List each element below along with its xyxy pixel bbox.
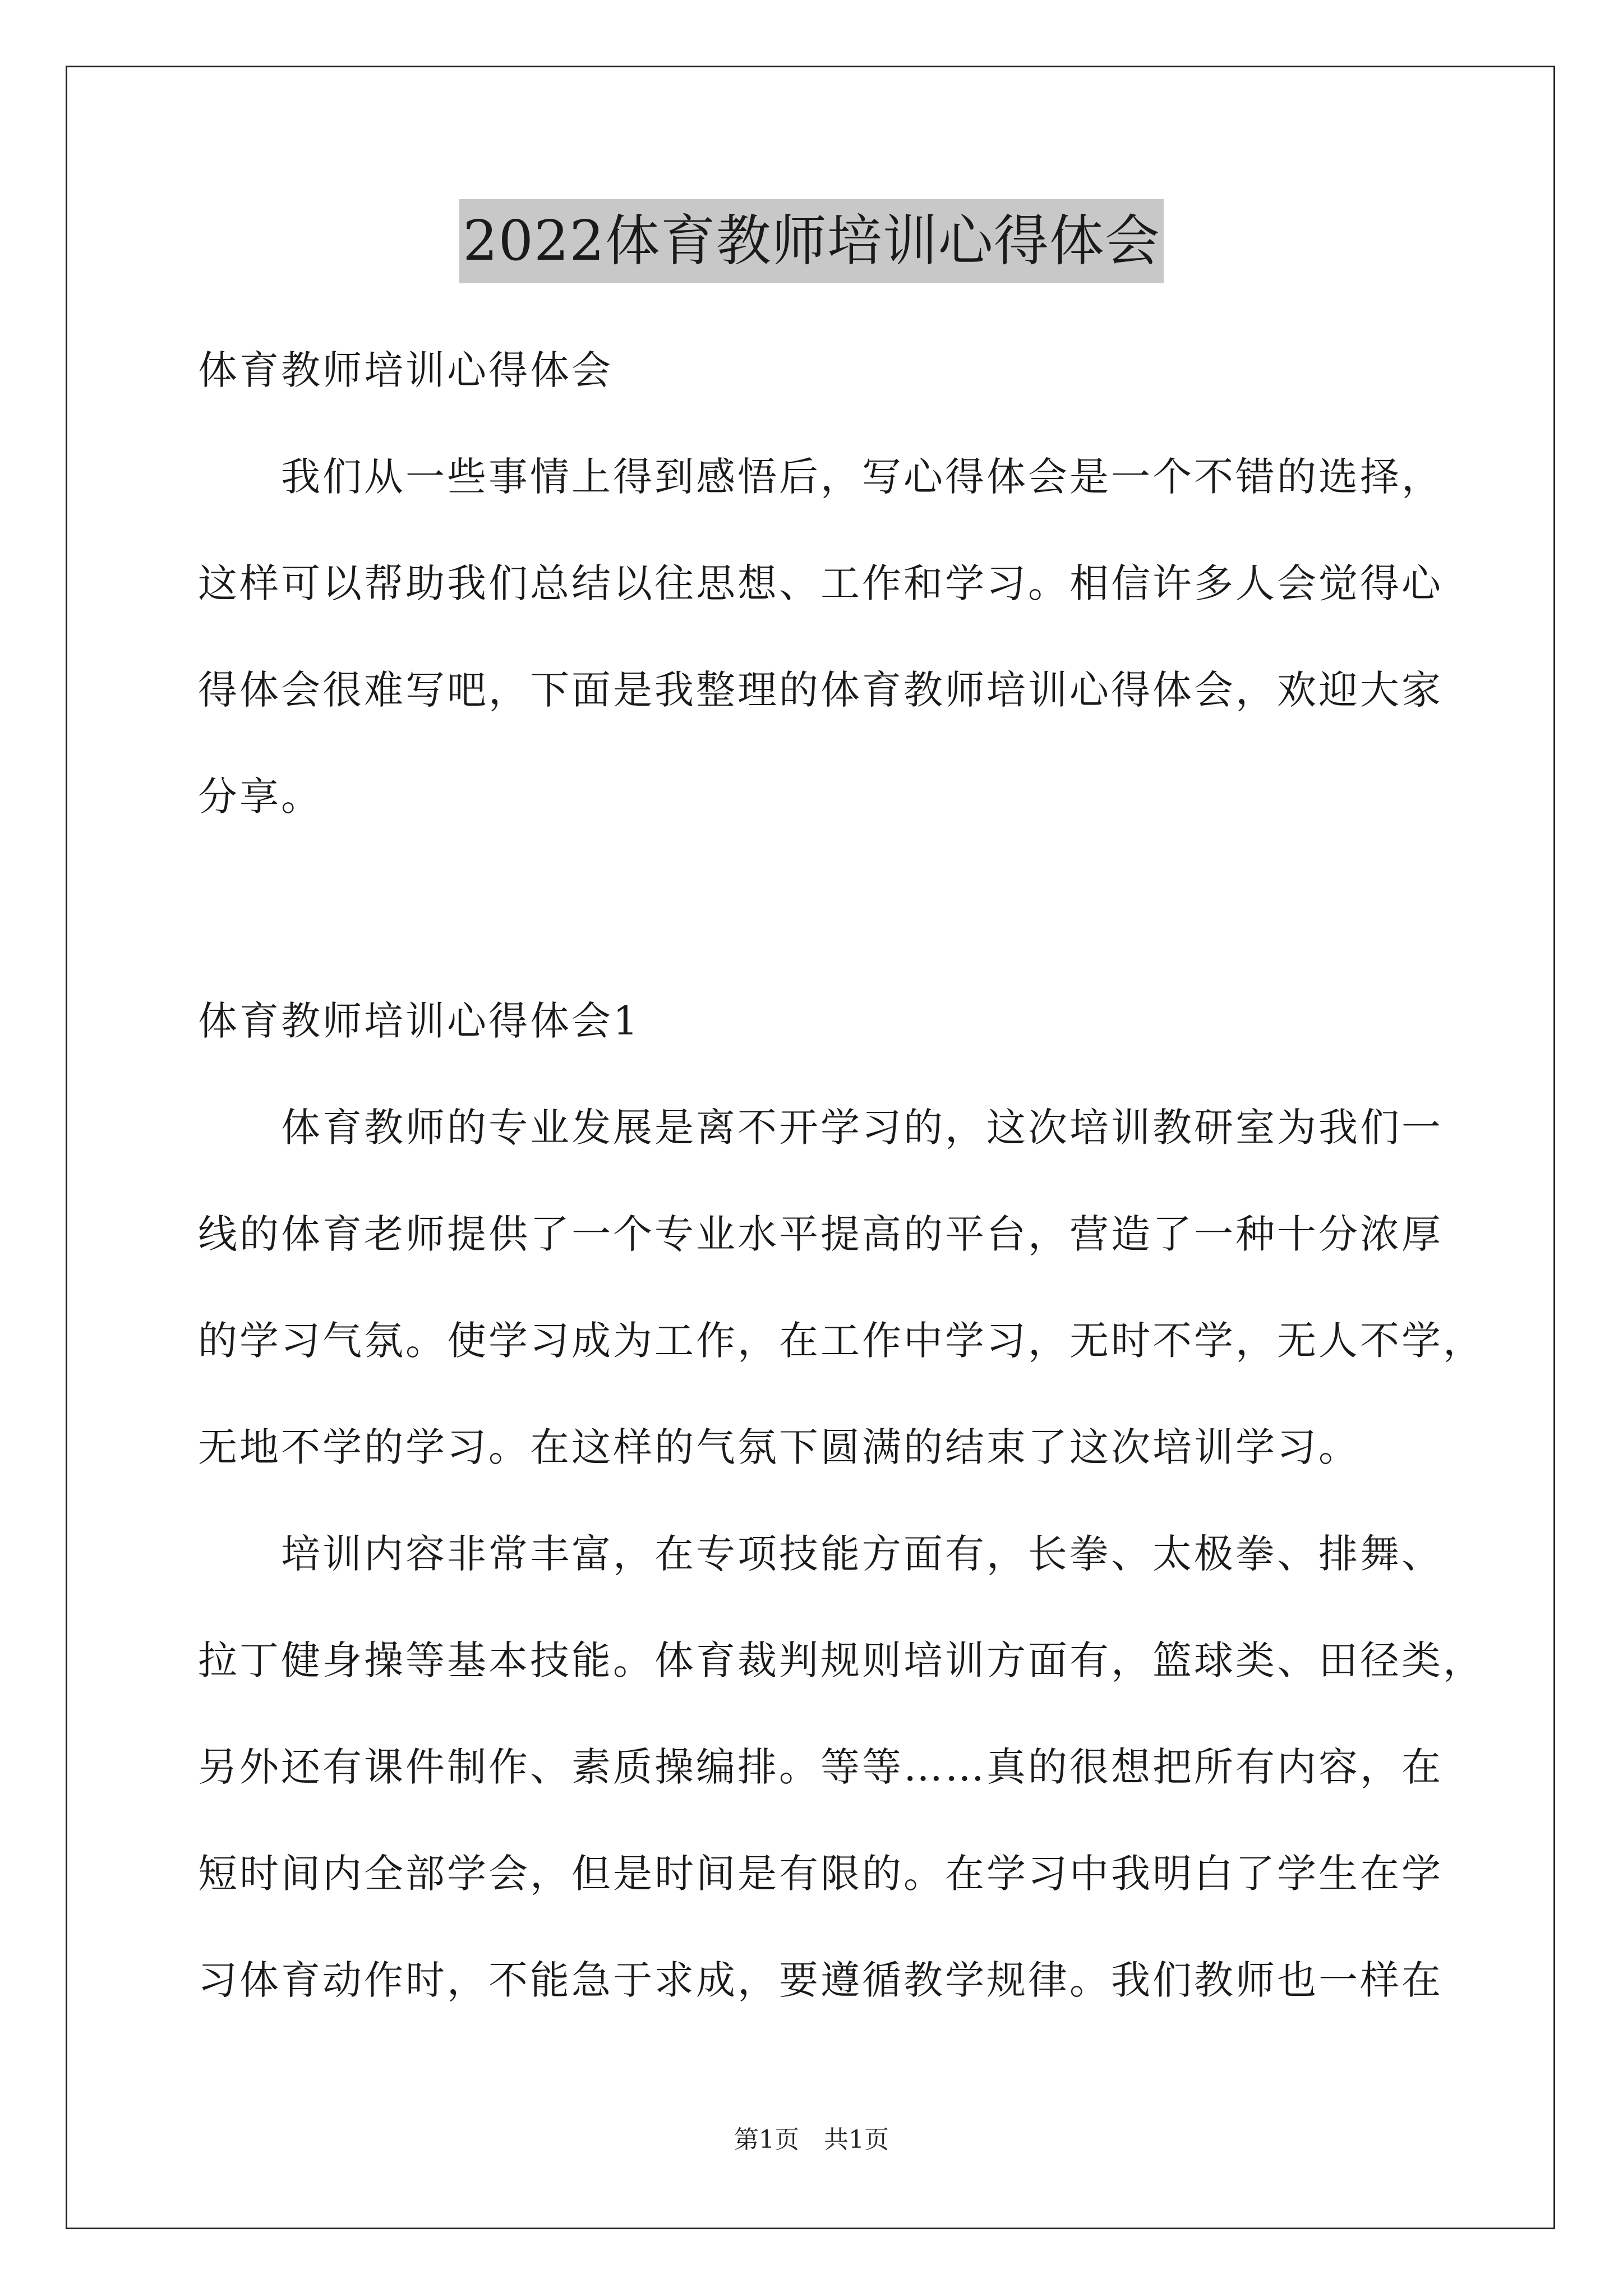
- paragraph-line: 习体育动作时，不能急于求成，要遵循教学规律。我们教师也一样在: [198, 1957, 1443, 2003]
- paragraph-line: 分享。: [198, 774, 322, 820]
- paragraph-line: 培训内容非常丰富，在专项技能方面有，长拳、太极拳、排舞、: [198, 1531, 1443, 1577]
- paragraph-line: 另外还有课件制作、素质操编排。等等……真的很想把所有内容，在: [198, 1744, 1443, 1790]
- title-container: [0, 199, 1623, 283]
- paragraph-line: 短时间内全部学会，但是时间是有限的。在学习中我明白了学生在学: [198, 1851, 1443, 1897]
- paragraph-line: 线的体育老师提供了一个专业水平提高的平台，营造了一种十分浓厚: [198, 1211, 1443, 1257]
- document-title: 2022体育教师培训心得体会: [459, 199, 1163, 283]
- section-heading-intro: 体育教师培训心得体会: [198, 347, 613, 393]
- paragraph-line: 这样可以帮助我们总结以往思想、工作和学习。相信许多人会觉得心: [198, 560, 1443, 606]
- paragraph-line: 得体会很难写吧，下面是我整理的体育教师培训心得体会，欢迎大家: [198, 667, 1443, 713]
- paragraph-line: 体育教师的专业发展是离不开学习的，这次培训教研室为我们一: [198, 1105, 1443, 1151]
- page-number-footer: 第1页 共1页: [734, 2125, 889, 2154]
- paragraph-line: 的学习气氛。使学习成为工作，在工作中学习，无时不学，无人不学，: [198, 1318, 1484, 1364]
- paragraph-line: 拉丁健身操等基本技能。体育裁判规则培训方面有，篮球类、田径类，: [198, 1637, 1484, 1683]
- paragraph-line: 我们从一些事情上得到感悟后，写心得体会是一个不错的选择，: [198, 454, 1443, 500]
- section-heading-1: 体育教师培训心得体会1: [198, 998, 640, 1044]
- paragraph-line: 无地不学的学习。在这样的气氛下圆满的结束了这次培训学习。: [198, 1424, 1360, 1470]
